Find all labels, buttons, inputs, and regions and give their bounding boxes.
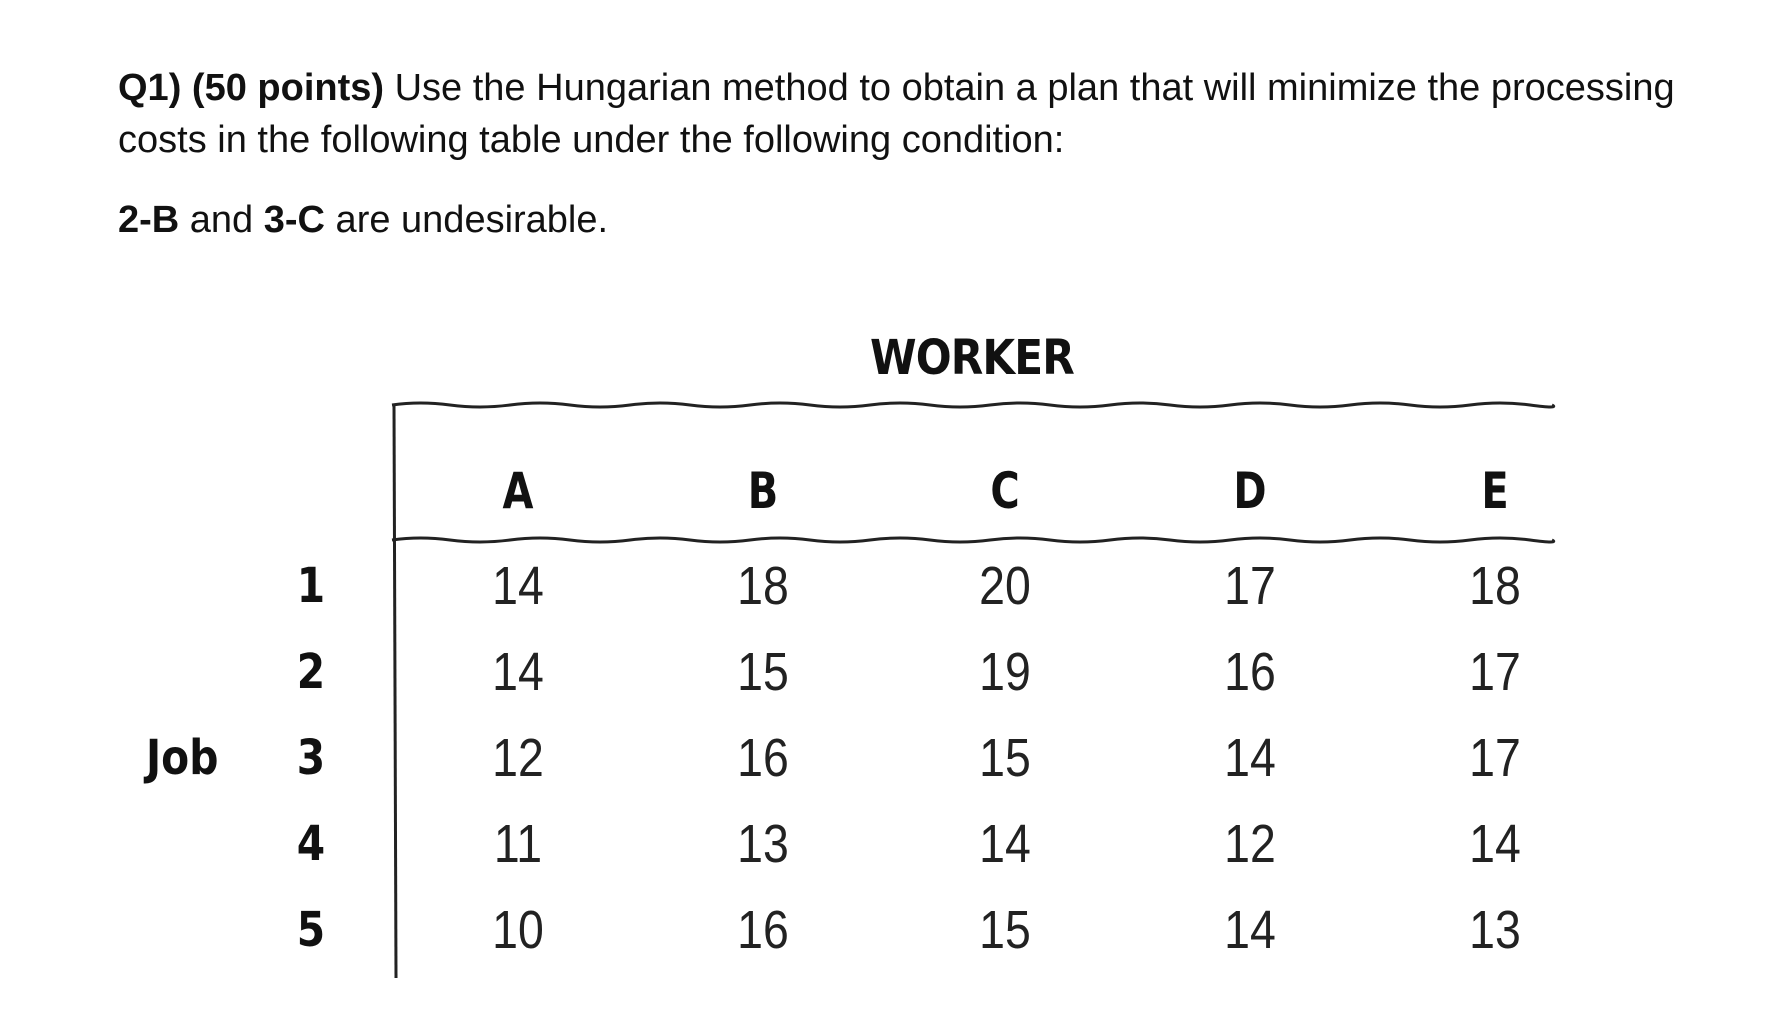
cell-1-d: 17 [1224, 556, 1276, 616]
top-rule [392, 403, 1554, 407]
row-label-5: 5 [296, 902, 326, 958]
cell-5-b: 16 [737, 900, 789, 960]
column-header-c: C [990, 462, 1020, 520]
worker-title: WORKER [870, 330, 1074, 386]
cell-4-a: 11 [493, 814, 543, 874]
cell-3-a: 12 [492, 728, 544, 788]
cell-1-b: 18 [737, 556, 789, 616]
cell-2-c: 19 [979, 642, 1031, 702]
question-number: Q1) [118, 67, 182, 109]
cell-3-b: 16 [737, 728, 789, 788]
question-body: Use the Hungarian method to obtain a plan that will minimize the processing costs in the following table under the following condition: [118, 67, 1675, 161]
cell-2-a: 14 [492, 642, 544, 702]
cell-4-c: 14 [979, 814, 1031, 874]
cell-4-d: 12 [1224, 814, 1276, 874]
cell-5-e: 13 [1469, 900, 1521, 960]
cell-2-d: 16 [1224, 642, 1276, 702]
cell-3-c: 15 [979, 728, 1031, 788]
cell-4-e: 14 [1469, 814, 1521, 874]
condition-rest: are undesirable. [325, 199, 609, 241]
row-label-4: 4 [296, 816, 326, 872]
row-label-3: 3 [296, 730, 326, 786]
cell-2-b: 15 [737, 642, 789, 702]
cell-1-c: 20 [979, 556, 1031, 616]
cell-3-e: 17 [1469, 728, 1521, 788]
condition-and: and [179, 199, 264, 241]
column-header-a: A [502, 462, 534, 520]
cell-5-c: 15 [979, 900, 1031, 960]
cell-5-a: 10 [492, 900, 544, 960]
job-label: Job [146, 730, 219, 786]
cell-2-e: 17 [1469, 642, 1521, 702]
column-header-b: B [747, 462, 779, 520]
row-label-2: 2 [296, 644, 326, 700]
left-rule [394, 405, 396, 978]
cell-4-b: 13 [737, 814, 789, 874]
header-rule [392, 538, 1554, 542]
question-points: (50 points) [191, 67, 385, 109]
column-header-d: D [1233, 462, 1267, 520]
cell-3-d: 14 [1224, 728, 1276, 788]
row-label-1: 1 [296, 558, 326, 614]
cell-1-a: 14 [492, 556, 544, 616]
condition-first: 2-B [118, 199, 180, 241]
cell-5-d: 14 [1224, 900, 1276, 960]
condition-second: 3-C [263, 199, 325, 241]
cell-1-e: 18 [1469, 556, 1521, 616]
column-header-e: E [1481, 462, 1509, 520]
